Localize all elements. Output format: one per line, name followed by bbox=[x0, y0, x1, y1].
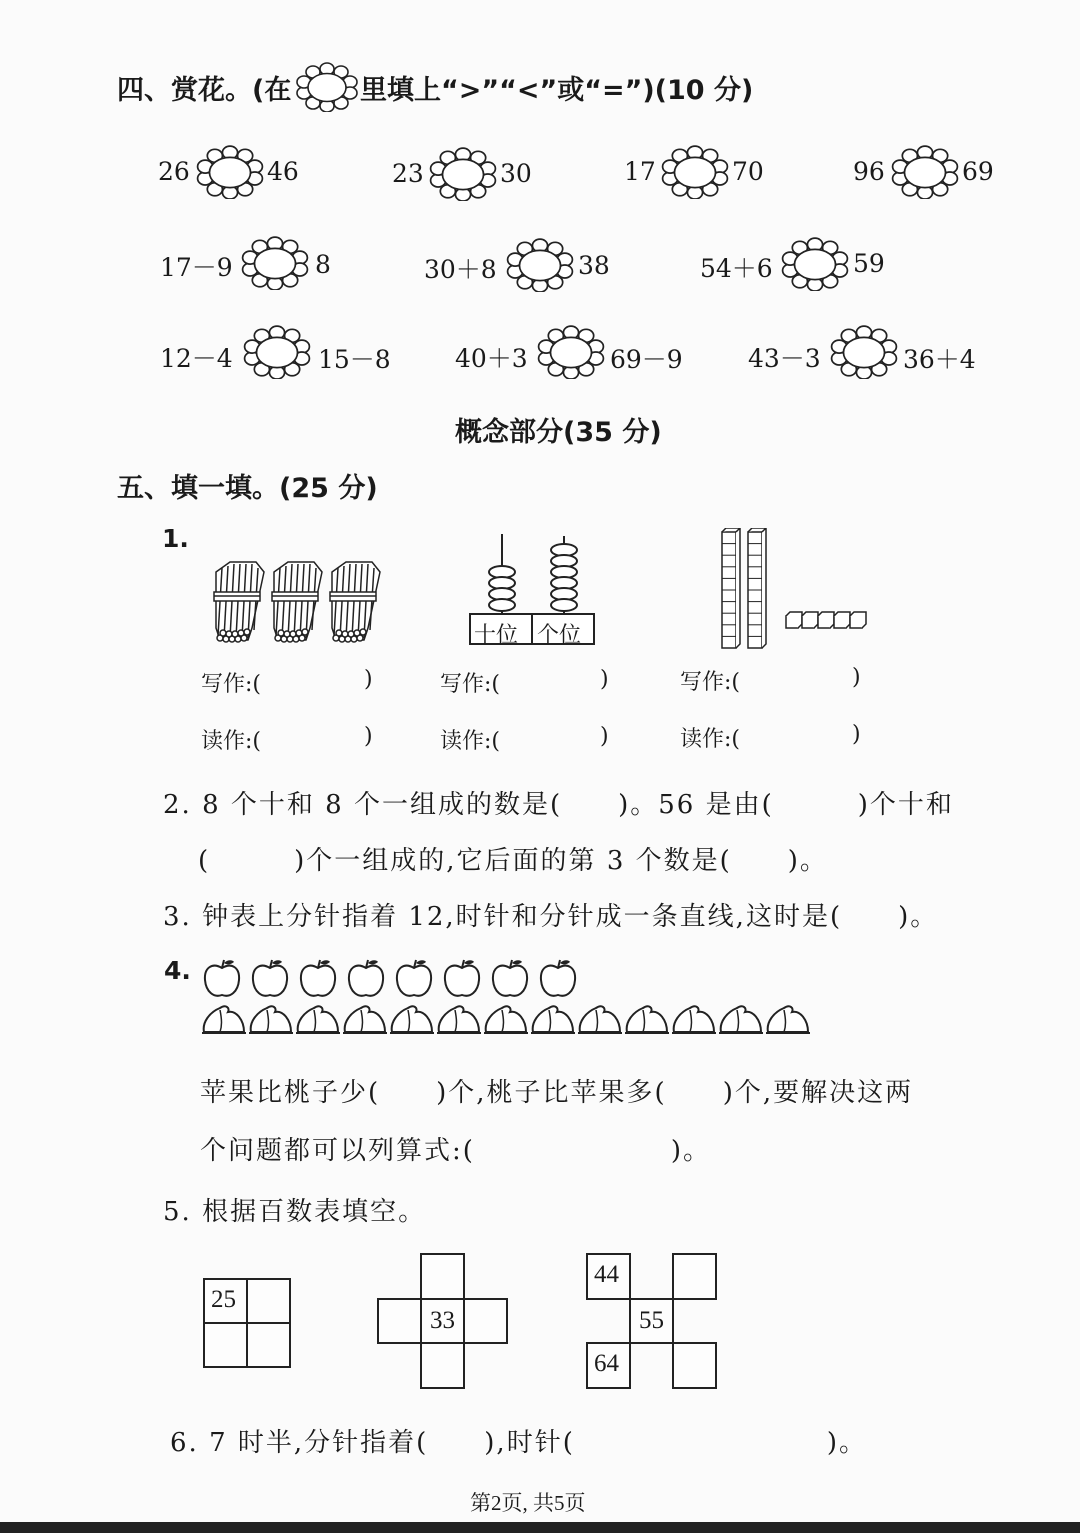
question-1-number: 1. bbox=[162, 524, 189, 553]
grid-cell-value: 44 bbox=[594, 1261, 619, 1288]
peach-icon bbox=[341, 1002, 389, 1036]
grid-cell-blank[interactable] bbox=[420, 1253, 465, 1300]
compare-left: 30＋8 bbox=[424, 255, 497, 284]
grid-cell-value: 64 bbox=[594, 1350, 619, 1377]
question-4-line-2: 个问题都可以列算式:( )。 bbox=[200, 1136, 712, 1166]
read-as-label: 读作:( bbox=[201, 729, 261, 754]
section5-title: 五、填一填。(25 分) bbox=[117, 473, 378, 504]
flower-blank-icon[interactable] bbox=[780, 237, 850, 291]
compare-right: 38 bbox=[578, 251, 610, 280]
compare-left: 17 bbox=[624, 157, 656, 186]
flower-blank-icon[interactable] bbox=[428, 147, 498, 201]
read-as-label: 读作:( bbox=[440, 729, 500, 754]
question-6: 6. 7 时半,分针指着( ),时针( )。 bbox=[170, 1428, 867, 1458]
peach-icon bbox=[482, 1002, 530, 1036]
grid-cell-blank[interactable] bbox=[246, 1278, 291, 1324]
peach-icon bbox=[529, 1002, 577, 1036]
flower-blank-icon[interactable] bbox=[829, 325, 899, 379]
read-as-label: 读作:( bbox=[680, 727, 740, 752]
peach-row bbox=[200, 1002, 820, 1038]
question-2-line-1: 2. 8 个十和 8 个一组成的数是( )。56 是由( )个十和 bbox=[163, 790, 954, 820]
apple-icon bbox=[202, 958, 242, 1000]
section4-title-prefix: 四、赏花。(在 bbox=[117, 75, 292, 106]
compare-right: 15－8 bbox=[318, 345, 391, 374]
stick-bundle-icon bbox=[208, 558, 268, 648]
concept-section-title: 概念部分(35 分) bbox=[455, 417, 662, 448]
apple-icon bbox=[490, 958, 530, 1000]
grid-cell-blank[interactable] bbox=[672, 1253, 717, 1300]
peach-icon bbox=[388, 1002, 436, 1036]
compare-right: 69－9 bbox=[610, 345, 683, 374]
grid-cell bbox=[586, 1342, 631, 1389]
write-as-close: ) bbox=[852, 665, 861, 690]
peach-icon bbox=[200, 1002, 248, 1036]
page-footer: 第2页, 共5页 bbox=[470, 1491, 586, 1515]
apple-icon bbox=[394, 958, 434, 1000]
apple-icon bbox=[538, 958, 578, 1000]
grid-cell-blank[interactable] bbox=[203, 1322, 248, 1368]
grid-cell-blank[interactable] bbox=[246, 1322, 291, 1368]
grid-cell bbox=[420, 1298, 465, 1344]
page-bottom-border bbox=[0, 1522, 1080, 1533]
stick-bundle-icon bbox=[324, 558, 384, 648]
read-as-close: ) bbox=[852, 722, 861, 747]
compare-left: 17－9 bbox=[160, 253, 233, 282]
write-as-label: 写作:( bbox=[201, 672, 261, 697]
peach-icon bbox=[764, 1002, 812, 1036]
compare-right: 36＋4 bbox=[903, 345, 976, 374]
peach-icon bbox=[435, 1002, 483, 1036]
compare-left: 23 bbox=[392, 159, 424, 188]
section4-title-suffix: 里填上“>”“<”或“=”)(10 分) bbox=[360, 75, 754, 106]
peach-icon bbox=[623, 1002, 671, 1036]
grid-cell bbox=[203, 1278, 248, 1324]
compare-left: 54＋6 bbox=[700, 254, 773, 283]
compare-right: 69 bbox=[962, 157, 994, 186]
peach-icon bbox=[670, 1002, 718, 1036]
base-ten-blocks-icon bbox=[718, 528, 878, 654]
compare-left: 43－3 bbox=[748, 344, 821, 373]
compare-left: 96 bbox=[853, 157, 885, 186]
apple-icon bbox=[346, 958, 386, 1000]
grid-cell bbox=[586, 1253, 631, 1300]
question-3: 3. 钟表上分针指着 12,时针和分针成一条直线,这时是( )。 bbox=[163, 902, 939, 932]
compare-right: 70 bbox=[732, 157, 764, 186]
flower-blank-icon[interactable] bbox=[890, 145, 960, 199]
peach-icon bbox=[294, 1002, 342, 1036]
grid-cell-blank[interactable] bbox=[463, 1298, 508, 1344]
peach-icon bbox=[576, 1002, 624, 1036]
write-as-label: 写作:( bbox=[680, 670, 740, 695]
question-5-title: 5. 根据百数表填空。 bbox=[163, 1197, 427, 1227]
write-as-label: 写作:( bbox=[440, 672, 500, 697]
grid-cell-value: 55 bbox=[639, 1307, 664, 1334]
grid-cell-blank[interactable] bbox=[377, 1298, 422, 1344]
read-as-close: ) bbox=[364, 724, 373, 749]
question-4-line-1: 苹果比桃子少( )个,桃子比苹果多( )个,要解决这两 bbox=[200, 1078, 914, 1108]
flower-icon bbox=[295, 62, 359, 112]
grid-cell-blank[interactable] bbox=[420, 1342, 465, 1389]
compare-left: 12－4 bbox=[160, 344, 233, 373]
peach-icon bbox=[717, 1002, 765, 1036]
flower-blank-icon[interactable] bbox=[240, 236, 310, 290]
grid-cell-value: 33 bbox=[430, 1307, 455, 1334]
apple-icon bbox=[250, 958, 290, 1000]
grid-cell bbox=[629, 1298, 674, 1344]
flower-blank-icon[interactable] bbox=[660, 145, 730, 199]
compare-right: 30 bbox=[500, 159, 532, 188]
compare-right: 8 bbox=[315, 250, 331, 279]
peach-icon bbox=[247, 1002, 295, 1036]
abacus-tens-label: 十位 bbox=[474, 623, 519, 648]
compare-left: 26 bbox=[158, 157, 190, 186]
grid-cell-value: 25 bbox=[211, 1286, 236, 1313]
apple-icon bbox=[442, 958, 482, 1000]
grid-cell-blank[interactable] bbox=[672, 1342, 717, 1389]
flower-blank-icon[interactable] bbox=[505, 238, 575, 292]
read-as-close: ) bbox=[600, 724, 609, 749]
flower-blank-icon[interactable] bbox=[195, 145, 265, 199]
compare-left: 40＋3 bbox=[455, 344, 528, 373]
stick-bundle-icon bbox=[266, 558, 326, 648]
question-2-line-2: ( )个一组成的,它后面的第 3 个数是( )。 bbox=[198, 846, 828, 876]
apple-row bbox=[202, 958, 582, 1002]
flower-blank-icon[interactable] bbox=[536, 325, 606, 379]
question-4-number: 4. bbox=[164, 956, 191, 985]
compare-right: 46 bbox=[267, 157, 299, 186]
abacus-ones-label: 个位 bbox=[537, 623, 582, 648]
compare-right: 59 bbox=[853, 249, 885, 278]
flower-blank-icon[interactable] bbox=[242, 325, 312, 379]
apple-icon bbox=[298, 958, 338, 1000]
write-as-close: ) bbox=[600, 667, 609, 692]
write-as-close: ) bbox=[364, 667, 373, 692]
